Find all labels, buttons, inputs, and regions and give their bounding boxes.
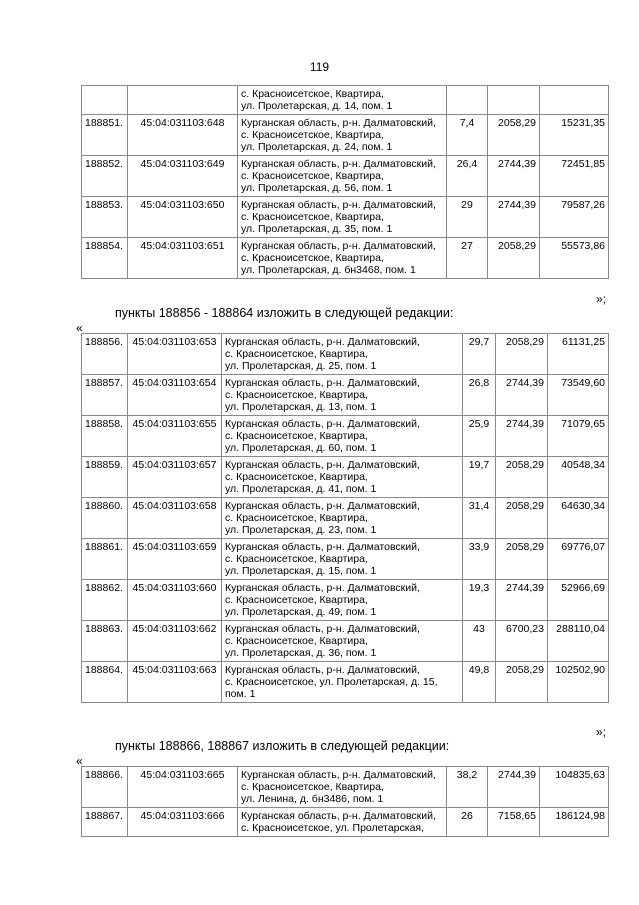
rate-cell [488, 86, 540, 115]
cost-cell: 69776,07 [548, 539, 609, 580]
address-cell [222, 498, 463, 539]
address-line: с. Красноисетское, ул. Пролетарская, [241, 822, 425, 834]
address-line: ул. Пролетарская, д. бн3468, пом. 1 [241, 264, 416, 276]
table-row [82, 498, 609, 539]
area-cell: 25,9 [463, 416, 496, 457]
rate-cell: 2744,39 [488, 156, 540, 197]
address-cell [238, 197, 447, 238]
cadastral-number-cell: 45:04:031103:657 [128, 457, 222, 498]
opening-quote: « [76, 321, 83, 335]
area-cell: 19,7 [463, 457, 496, 498]
row-number-cell: 188852. [82, 156, 128, 197]
row-number-cell: 188858. [82, 416, 128, 457]
address-line: ул. Пролетарская, д. 41, пом. 1 [225, 483, 377, 495]
opening-quote: « [76, 754, 83, 768]
address-line: с. Красноисетское, Квартира, [225, 348, 368, 360]
table-row [82, 457, 609, 498]
table-row [82, 156, 609, 197]
cost-cell: 15231,35 [540, 115, 609, 156]
table-row [82, 197, 609, 238]
row-number-cell: 188853. [82, 197, 128, 238]
address-line: Курганская область, р-н. Далматовский, [225, 500, 420, 512]
address-line: Курганская область, р-н. Далматовский, [241, 810, 436, 822]
row-number-cell: 188866. [82, 767, 128, 808]
address-cell [222, 375, 463, 416]
cost-cell: 64630,34 [548, 498, 609, 539]
cadastral-number-cell: 45:04:031103:649 [128, 156, 238, 197]
table-row [82, 238, 609, 279]
address-cell [238, 86, 447, 115]
cost-cell: 73549,60 [548, 375, 609, 416]
address-cell [238, 115, 447, 156]
address-line: ул. Пролетарская, д. 36, пом. 1 [225, 647, 377, 659]
address-cell [222, 334, 463, 375]
amendment-note-2: пункты 188866, 188867 изложить в следующей редакции: [115, 739, 450, 753]
area-cell: 26 [447, 808, 488, 837]
rate-cell: 2744,39 [488, 197, 540, 238]
cost-cell: 104835,63 [540, 767, 609, 808]
rate-cell: 7158,65 [488, 808, 540, 837]
area-cell: 26,4 [447, 156, 488, 197]
rate-cell: 2058,29 [496, 457, 548, 498]
area-cell: 7,4 [447, 115, 488, 156]
cadastral-number-cell: 45:04:031103:662 [128, 621, 222, 662]
address-line: ул. Ленина, д. бн3486, пом. 1 [241, 793, 384, 805]
row-number-cell: 188859. [82, 457, 128, 498]
closing-quote: »; [596, 725, 607, 739]
address-line: Курганская область, р-н. Далматовский, [225, 336, 420, 348]
row-number-cell: 188860. [82, 498, 128, 539]
address-line: Курганская область, р-н. Далматовский, [225, 623, 420, 635]
address-line: с. Красноисетское, Квартира, [241, 129, 384, 141]
row-number-cell: 188854. [82, 238, 128, 279]
address-line: ул. Пролетарская, д. 23, пом. 1 [225, 524, 377, 536]
registry-table-2 [81, 333, 609, 703]
cadastral-number-cell: 45:04:031103:653 [128, 334, 222, 375]
cadastral-number-cell: 45:04:031103:648 [128, 115, 238, 156]
amendment-note-1: пункты 188856 - 188864 изложить в следующей редакции: [115, 306, 454, 320]
address-line: с. Красноисетское, Квартира, [225, 635, 368, 647]
area-cell [447, 86, 488, 115]
rate-cell: 2058,29 [496, 662, 548, 703]
registry-table-3 [81, 766, 609, 837]
cost-cell: 55573,86 [540, 238, 609, 279]
address-line: Курганская область, р-н. Далматовский, [241, 158, 436, 170]
address-cell [222, 539, 463, 580]
address-line: ул. Пролетарская, д. 56, пом. 1 [241, 182, 393, 194]
area-cell: 27 [447, 238, 488, 279]
area-cell: 26,8 [463, 375, 496, 416]
area-cell: 43 [463, 621, 496, 662]
cost-cell [540, 86, 609, 115]
address-line: ул. Пролетарская, д. 60, пом. 1 [225, 442, 377, 454]
cadastral-number-cell: 45:04:031103:651 [128, 238, 238, 279]
table-row [82, 621, 609, 662]
cadastral-number-cell: 45:04:031103:654 [128, 375, 222, 416]
address-line: с. Красноисетское, ул. Пролетарская, д. 15, [225, 676, 438, 688]
cadastral-number-cell: 45:04:031103:659 [128, 539, 222, 580]
table-row [82, 115, 609, 156]
address-cell [222, 662, 463, 703]
address-line: Курганская область, р-н. Далматовский, [225, 582, 420, 594]
registry-table-1 [81, 85, 609, 279]
address-line: Курганская область, р-н. Далматовский, [241, 199, 436, 211]
address-line: Курганская область, р-н. Далматовский, [225, 418, 420, 430]
cadastral-number-cell: 45:04:031103:665 [128, 767, 238, 808]
table-row [82, 539, 609, 580]
table-row [82, 580, 609, 621]
cost-cell: 40548,34 [548, 457, 609, 498]
rate-cell: 6700,23 [496, 621, 548, 662]
cost-cell: 186124,98 [540, 808, 609, 837]
address-cell [238, 767, 447, 808]
area-cell: 33,9 [463, 539, 496, 580]
row-number-cell: 188851. [82, 115, 128, 156]
address-line: ул. Пролетарская, д. 13, пом. 1 [225, 401, 377, 413]
cost-cell: 61131,25 [548, 334, 609, 375]
address-line: Курганская область, р-н. Далматовский, [225, 377, 420, 389]
address-line: ул. Пролетарская, д. 25, пом. 1 [225, 360, 377, 372]
area-cell: 29,7 [463, 334, 496, 375]
address-line: ул. Пролетарская, д. 24, пом. 1 [241, 141, 393, 153]
cadastral-number-cell: 45:04:031103:666 [128, 808, 238, 837]
address-cell [238, 156, 447, 197]
address-line: Курганская область, р-н. Далматовский, [241, 117, 436, 129]
address-line: Курганская область, р-н. Далматовский, [225, 541, 420, 553]
rate-cell: 2744,39 [496, 580, 548, 621]
row-number-cell: 188861. [82, 539, 128, 580]
table-row [82, 416, 609, 457]
address-line: с. Красноисетское, Квартира, [241, 211, 384, 223]
row-number-cell [82, 86, 128, 115]
address-cell [238, 808, 447, 837]
cadastral-number-cell: 45:04:031103:650 [128, 197, 238, 238]
address-cell [222, 416, 463, 457]
address-line: Курганская область, р-н. Далматовский, [241, 240, 436, 252]
rate-cell: 2058,29 [488, 115, 540, 156]
cadastral-number-cell: 45:04:031103:655 [128, 416, 222, 457]
address-line: с. Красноисетское, Квартира, [241, 170, 384, 182]
cadastral-number-cell: 45:04:031103:660 [128, 580, 222, 621]
table-row [82, 375, 609, 416]
address-line: пом. 1 [225, 688, 256, 700]
address-line: с. Красноисетское, Квартира, [225, 553, 368, 565]
address-line: с. Красноисетское, Квартира, [225, 594, 368, 606]
cost-cell: 52966,69 [548, 580, 609, 621]
area-cell: 29 [447, 197, 488, 238]
address-line: Курганская область, р-н. Далматовский, [225, 664, 420, 676]
table-row [82, 334, 609, 375]
address-cell [222, 457, 463, 498]
address-line: с. Красноисетское, Квартира, [241, 781, 384, 793]
rate-cell: 2744,39 [496, 375, 548, 416]
address-line: Курганская область, р-н. Далматовский, [241, 769, 436, 781]
table-row [82, 86, 609, 115]
address-line: с. Красноисетское, Квартира, [225, 430, 368, 442]
address-line: Курганская область, р-н. Далматовский, [225, 459, 420, 471]
table-row [82, 662, 609, 703]
cost-cell: 72451,85 [540, 156, 609, 197]
table-row [82, 808, 609, 837]
address-line: с. Красноисетское, Квартира, [225, 512, 368, 524]
area-cell: 31,4 [463, 498, 496, 539]
row-number-cell: 188864. [82, 662, 128, 703]
address-line: с. Красноисетское, Квартира, [241, 88, 384, 100]
address-line: с. Красноисетское, Квартира, [225, 389, 368, 401]
address-cell [222, 580, 463, 621]
address-cell [222, 621, 463, 662]
rate-cell: 2744,39 [496, 416, 548, 457]
row-number-cell: 188862. [82, 580, 128, 621]
area-cell: 19,3 [463, 580, 496, 621]
cadastral-number-cell [128, 86, 238, 115]
cadastral-number-cell: 45:04:031103:658 [128, 498, 222, 539]
rate-cell: 2058,29 [496, 539, 548, 580]
address-line: с. Красноисетское, Квартира, [225, 471, 368, 483]
rate-cell: 2744,39 [488, 767, 540, 808]
rate-cell: 2058,29 [488, 238, 540, 279]
cadastral-number-cell: 45:04:031103:663 [128, 662, 222, 703]
address-line: ул. Пролетарская, д. 35, пом. 1 [241, 223, 393, 235]
cost-cell: 79587,26 [540, 197, 609, 238]
address-line: ул. Пролетарская, д. 15, пом. 1 [225, 565, 377, 577]
row-number-cell: 188867. [82, 808, 128, 837]
address-line: ул. Пролетарская, д. 14, пом. 1 [241, 100, 393, 112]
area-cell: 49,8 [463, 662, 496, 703]
address-cell [238, 238, 447, 279]
cost-cell: 288110,04 [548, 621, 609, 662]
page-number: 119 [309, 60, 330, 74]
row-number-cell: 188856. [82, 334, 128, 375]
row-number-cell: 188863. [82, 621, 128, 662]
rate-cell: 2058,29 [496, 498, 548, 539]
rate-cell: 2058,29 [496, 334, 548, 375]
address-line: с. Красноисетское, Квартира, [241, 252, 384, 264]
table-row [82, 767, 609, 808]
cost-cell: 102502,90 [548, 662, 609, 703]
cost-cell: 71079,65 [548, 416, 609, 457]
address-line: ул. Пролетарская, д. 49, пом. 1 [225, 606, 377, 618]
row-number-cell: 188857. [82, 375, 128, 416]
closing-quote: »; [596, 292, 607, 306]
area-cell: 38,2 [447, 767, 488, 808]
